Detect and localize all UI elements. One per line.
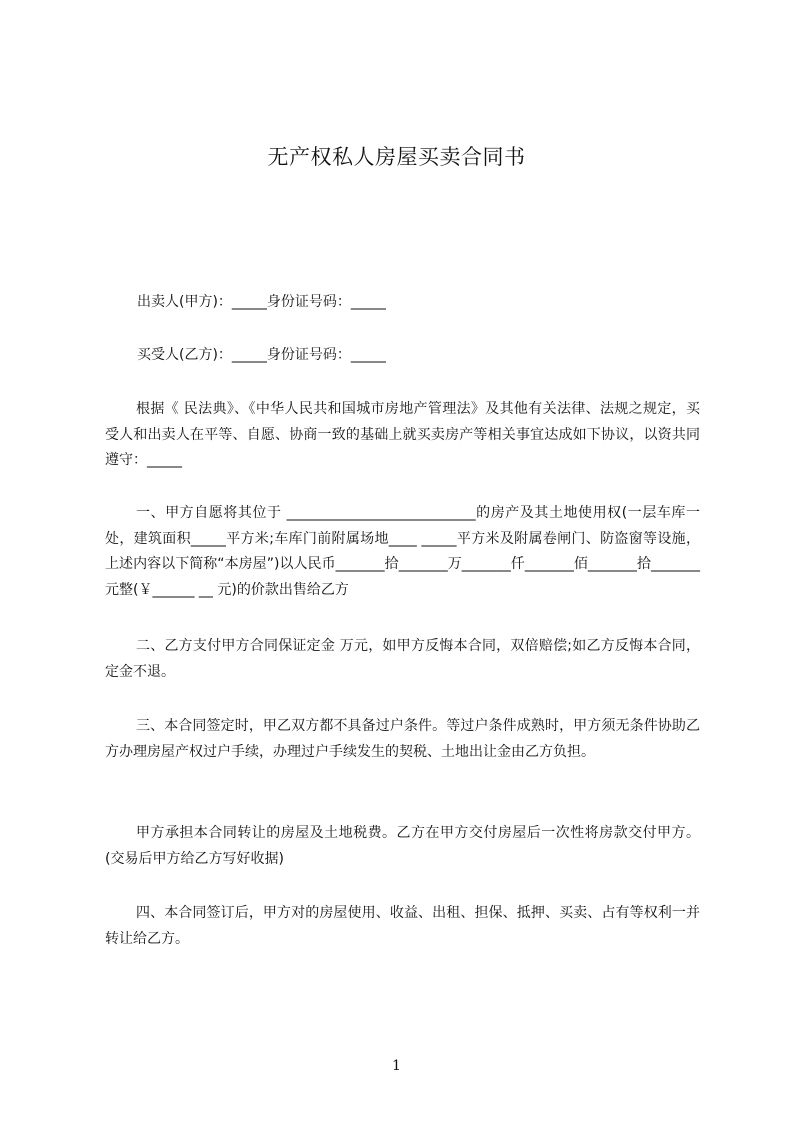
page-number: 1: [392, 1058, 401, 1074]
document-title: 无产权私人房屋买卖合同书: [267, 145, 526, 169]
clause-2-paragraph: 二、乙方支付甲方合同保证定金 万元，如甲方反悔本合同，双倍赔偿;如乙方反悔本合同，定金不退。: [105, 638, 700, 680]
preamble-paragraph: 根据《 民法典》、《中华人民共和国城市房地产管理法》及其他有关法律、法规之规定，买受人和出卖人在平等、自愿、协商一致的基础上就买卖房产等相关事宜达成如下协议，以资共同遵守：_____: [105, 401, 700, 468]
clause-1-paragraph: 一、甲方自愿将其位于 ___________________________的房产及其土地使用权(一层车库一处，建筑面积_____平方米;车库门前附属场地____ _____平方米及附属卷闸门、防盗窗等设施，上述内容以下简称“本房屋”)以人民币_______拾_______万_______仟_______佰_______拾_______元整(￥______ __ 元)的价款出售给乙方: [105, 505, 700, 598]
seller-line: 出卖人(甲方)：_____身份证号码：_____: [137, 294, 386, 310]
tax-paragraph: 甲方承担本合同转让的房屋及土地税费。乙方在甲方交付房屋后一次性将房款交付甲方。(交易后甲方给乙方写好收据): [105, 825, 700, 867]
clause-3-paragraph: 三、本合同签定时，甲乙双方都不具备过户条件。等过户条件成熟时，甲方须无条件协助乙方办理房屋产权过户手续，办理过户手续发生的契税、土地出让金由乙方负担。: [105, 718, 700, 760]
buyer-line: 买受人(乙方)：_____身份证号码：_____: [137, 347, 386, 363]
clause-4-paragraph: 四、本合同签订后，甲方对的房屋使用、收益、出租、担保、抵押、买卖、占有等权利一并转让给乙方。: [105, 905, 700, 947]
